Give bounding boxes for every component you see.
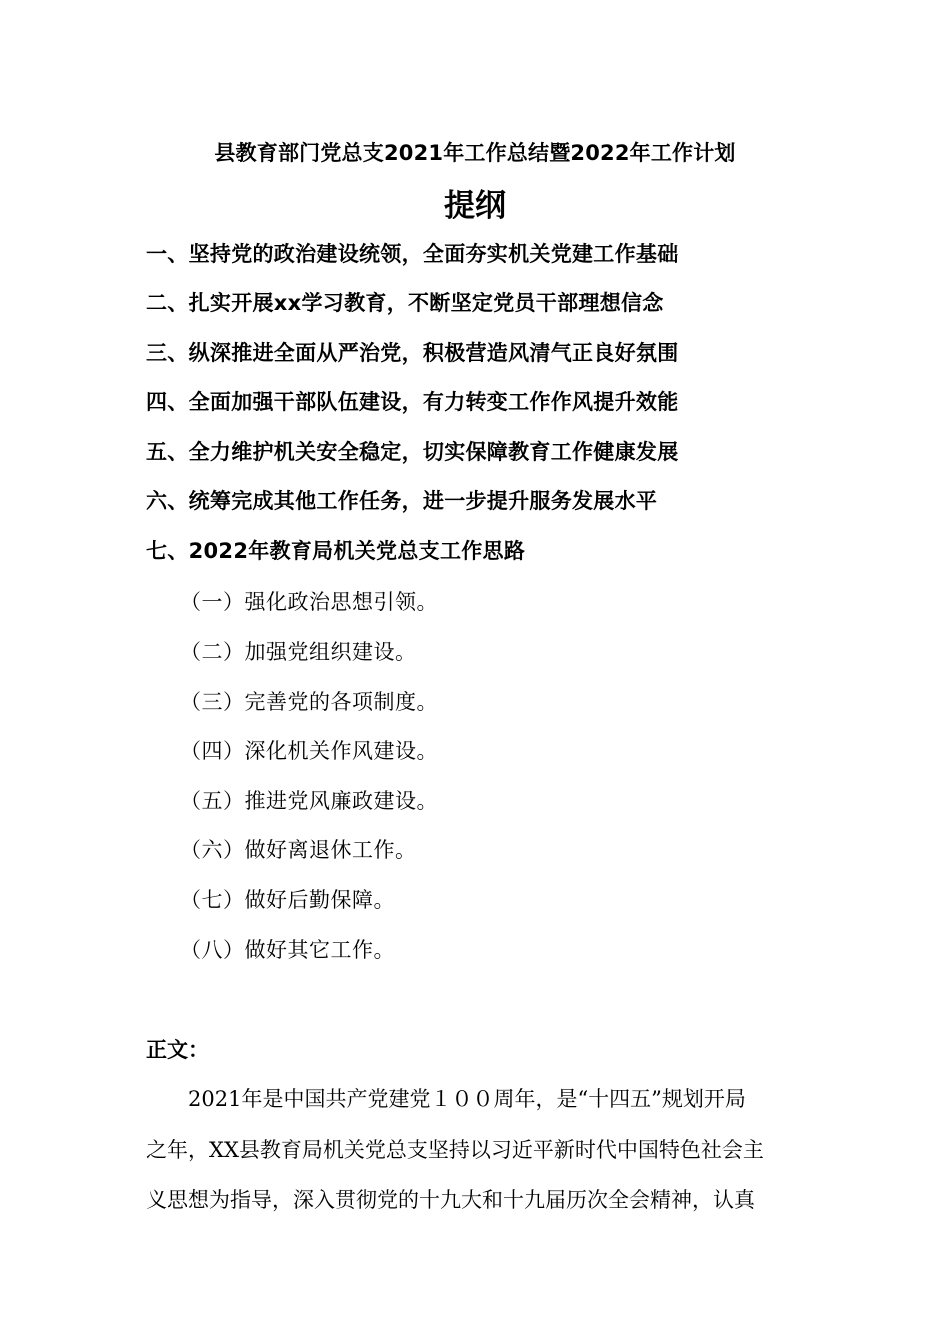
outline-item: 六、统筹完成其他工作任务，进一步提升服务发展水平 bbox=[146, 489, 658, 513]
body-line: 2021年是中国共产党建党１００周年，是“十四五”规划开局 bbox=[146, 1087, 746, 1111]
sub-item: （八）做好其它工作。 bbox=[180, 938, 395, 962]
sub-item: （七）做好后勤保障。 bbox=[180, 888, 395, 912]
sub-item: （五）推进党风廉政建设。 bbox=[180, 789, 438, 813]
outline-item: 五、全力维护机关安全稳定，切实保障教育工作健康发展 bbox=[146, 440, 679, 464]
sub-item: （四）深化机关作风建设。 bbox=[180, 739, 438, 763]
body-line: 义思想为指导，深入贯彻党的十九大和十九届历次全会精神，认真 bbox=[146, 1188, 755, 1212]
outline-item: 一、坚持党的政治建设统领，全面夯实机关党建工作基础 bbox=[146, 242, 679, 266]
sub-item: （一）强化政治思想引领。 bbox=[180, 590, 438, 614]
body-label: 正文： bbox=[146, 1038, 209, 1062]
document-subtitle: 提纲 bbox=[444, 188, 506, 224]
outline-item: 二、扎实开展xx学习教育，不断坚定党员干部理想信念 bbox=[146, 291, 664, 315]
document-title: 县教育部门党总支2021年工作总结暨2022年工作计划 bbox=[214, 141, 736, 165]
outline-item: 七、2022年教育局机关党总支工作思路 bbox=[146, 539, 526, 563]
sub-item: （二）加强党组织建设。 bbox=[180, 640, 417, 664]
outline-item: 四、全面加强干部队伍建设，有力转变工作作风提升效能 bbox=[146, 390, 679, 414]
body-line: 之年，XX县教育局机关党总支坚持以习近平新时代中国特色社会主 bbox=[146, 1138, 764, 1162]
sub-item: （三）完善党的各项制度。 bbox=[180, 690, 438, 714]
outline-item: 三、纵深推进全面从严治党，积极营造风清气正良好氛围 bbox=[146, 341, 679, 365]
sub-item: （六）做好离退休工作。 bbox=[180, 838, 417, 862]
